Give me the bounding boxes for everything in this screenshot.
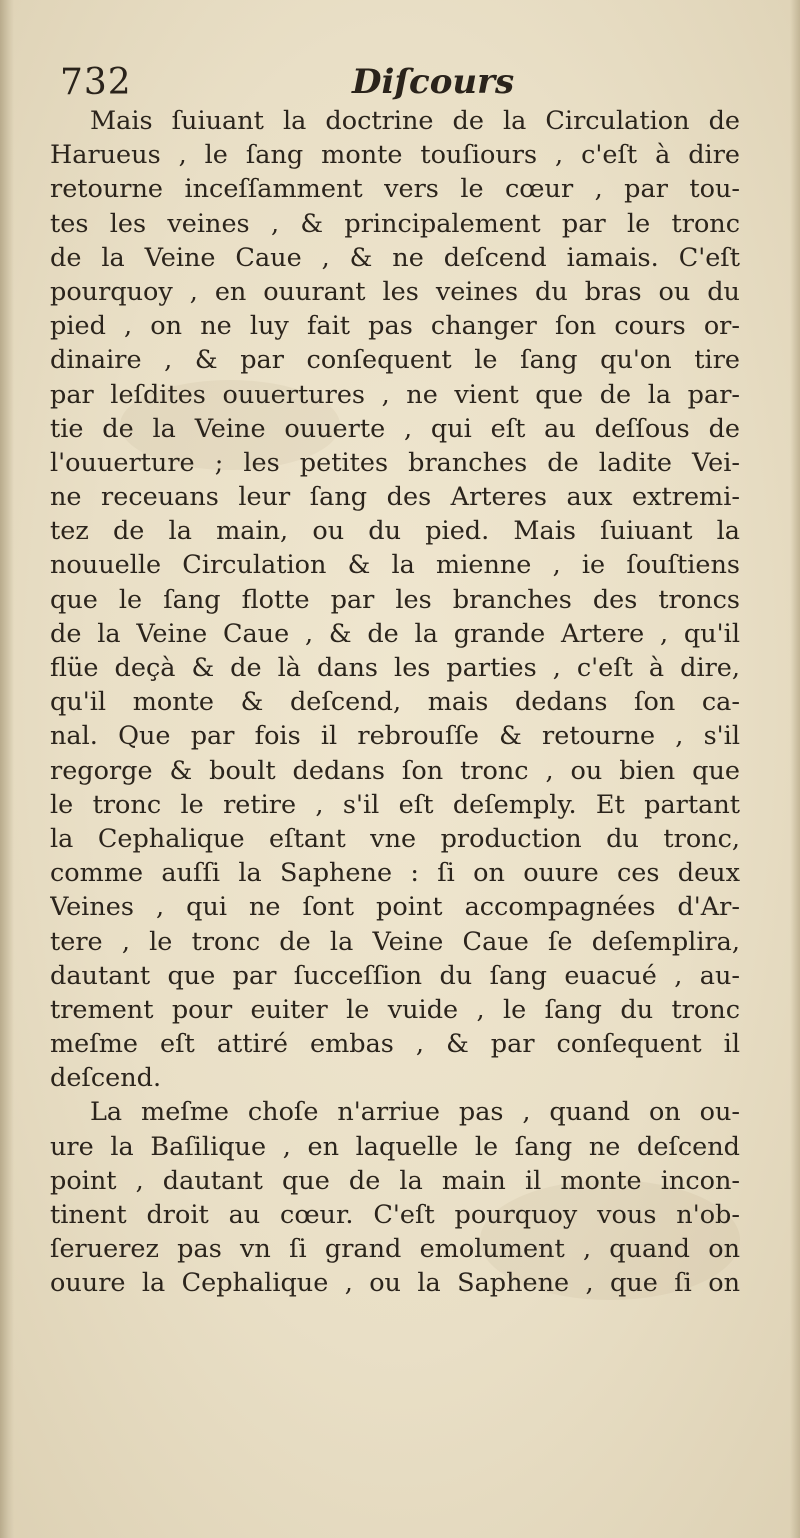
text-line: Harueus , le ſang monte touſiours , c'eſt à dire [50,140,740,171]
text-line: retourne inceſſamment vers le cœur , par tou- [50,174,740,205]
text-line: dinaire , & par conſequent le ſang qu'on tire [50,345,740,376]
text-line: l'ouuerture ; les petites branches de ladite Vei- [50,447,740,478]
text-line: ouure la Cephalique , ou la Saphene , que ſi on [50,1268,740,1299]
text-line: nouuelle Circulation & la mienne , ie ſouſtiens [50,550,740,581]
text-line: qu'il monte & deſcend, mais dedans ſon ca- [50,687,740,718]
page-number: 732 [60,62,132,103]
body-text [50,104,740,1301]
page-edge-shadow [790,0,800,1538]
text-line: dautant que par ſucceſſion du ſang euacué , au- [50,960,740,991]
text-line: meſme eſt attiré embas , & par conſequent il [50,1029,740,1060]
text-line: point , dautant que de la main il monte incon- [50,1165,740,1196]
text-line: le tronc le retire , s'il eſt deſemply. Et partant [50,789,740,820]
text-line: de la Veine Caue , & ne deſcend iamais. C'eſt [50,242,740,273]
page-header [60,62,750,108]
text-line: tie de la Veine ouuerte , qui eſt au deſſous de [50,413,740,444]
text-line: que le ſang flotte par les branches des troncs [50,584,740,615]
text-line: la Cephalique eſtant vne production du tronc, [50,823,740,854]
text-line: tes les veines , & principalement par le tronc [50,208,740,239]
text-line: trement pour euiter le vuide , le ſang du tronc [50,994,740,1025]
text-line: Veines , qui ne ſont point accompagnées d'Ar- [50,892,740,923]
text-line: Mais ſuiuant la doctrine de la Circulation de [90,106,740,136]
text-line: ſeruerez pas vn ſi grand emolument , quand on [50,1234,740,1265]
text-line: flüe deçà & de là dans les parties , c'eſt à dire, [50,653,740,683]
text-line: ure la Baſilique , en laquelle le ſang ne deſcend [50,1131,740,1162]
text-line: de la Veine Caue , & de la grande Artere , qu'il [50,618,740,649]
text-line: tere , le tronc de la Veine Caue ſe deſemplira, [50,926,740,957]
text-line: tinent droit au cœur. C'eſt pourquoy vous n'ob- [50,1200,740,1230]
text-line: par leſdites ouuertures , ne vient que de la par- [50,379,740,410]
text-line: regorge & boult dedans ſon tronc , ou bien que [50,755,740,786]
page-gutter-shadow [0,0,14,1538]
text-line: tez de la main, ou du pied. Mais ſuiuant la [50,516,740,547]
text-line: pourquoy , en ouurant les veines du bras ou du [50,276,740,307]
text-line: nal. Que par fois il rebrouſſe & retourne , s'il [50,721,740,752]
text-line: La meſme choſe n'arriue pas , quand on ou- [90,1097,740,1128]
text-line: ne receuans leur ſang des Arteres aux extremi- [50,482,740,513]
text-line: deſcend. [50,1063,162,1094]
text-line: comme auſſi la Saphene : ſi on ouure ces deux [50,858,740,889]
running-head: Diſcours [352,62,515,102]
text-line: pied , on ne luy fait pas changer ſon cours or- [50,311,740,342]
